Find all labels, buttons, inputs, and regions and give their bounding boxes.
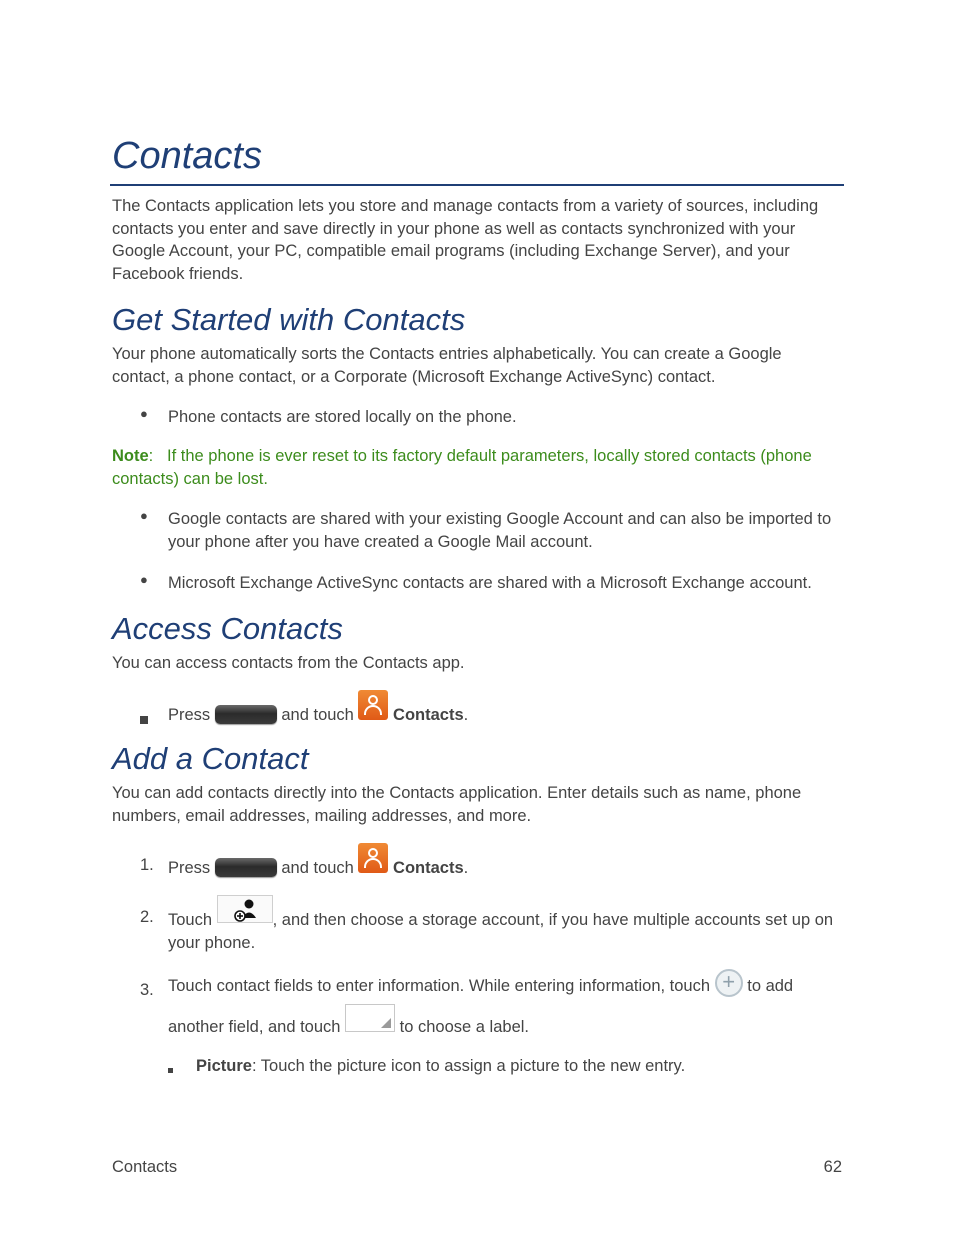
section-add	[112, 741, 842, 777]
add-contact-icon	[217, 895, 273, 923]
small-square-bullet-icon	[168, 1059, 188, 1078]
section-get-started	[112, 302, 842, 338]
bullet-exchange-contacts: ● Microsoft Exchange ActiveSync contacts are shared with a Microsoft Exchange account.	[140, 572, 812, 592]
note-paragraph: Note: If the phone is ever reset to its factory default parameters, locally stored contacts (phone contacts) can be lost.	[112, 447, 812, 488]
add-paragraph: You can add contacts directly into the Contacts application. Enter details such as name, phone numbers, email addresses, mailing addresses, and more.	[112, 784, 802, 825]
access-paragraph: You can access contacts from the Contacts app.	[112, 654, 465, 672]
note-text: If the phone is ever reset to its factory default parameters, locally stored contacts (phone contacts) can be lost.	[112, 447, 812, 488]
footer-section: Contacts	[112, 1158, 178, 1176]
footer-page-number: 62	[823, 1158, 842, 1176]
step-number: 3.	[140, 981, 154, 999]
picture-label: Picture	[196, 1057, 252, 1075]
bullet-icon: ●	[140, 406, 148, 421]
bullet-phone-contacts: ● Phone contacts are stored locally on the phone.	[140, 406, 517, 426]
note-label: Note	[112, 447, 149, 465]
home-button-icon	[215, 705, 277, 724]
section-heading-access: Access Contacts	[112, 611, 343, 646]
label-dropdown-icon	[345, 1004, 395, 1032]
bullet-icon: ●	[140, 508, 148, 523]
step-number: 1.	[140, 856, 154, 874]
access-step: Press and touch Contacts.	[140, 690, 842, 730]
section-heading-add: Add a Contact	[112, 741, 309, 776]
add-step-3: 3. Touch contact fields to enter information. While entering information, touch + to add another field, and touch to choose a label.	[140, 969, 794, 1036]
contacts-app-icon	[358, 843, 388, 873]
section-access	[112, 611, 842, 647]
home-button-icon	[215, 858, 277, 877]
section-heading-get-started: Get Started with Contacts	[112, 302, 466, 337]
get-started-paragraph: Your phone automatically sorts the Contacts entries alphabetically. You can create a Google contact, a phone contact, or a Corporate (Microsoft Exchange ActiveSync) contact.	[112, 345, 782, 386]
contacts-label: Contacts	[393, 706, 464, 724]
bullet-icon: ●	[140, 572, 148, 587]
title-rule	[110, 184, 844, 186]
chapter-title: Contacts	[112, 135, 262, 177]
sub-bullet-picture: Picture: Touch the picture icon to assign a picture to the new entry.	[168, 1055, 842, 1078]
square-bullet-icon	[140, 710, 160, 729]
bullet-google-contacts: ● Google contacts are shared with your existing Google Account and can also be imported to your phone after you have created a Google Mail account.	[140, 508, 832, 551]
add-step-1: 1. Press and touch Contacts.	[140, 843, 842, 883]
contacts-label: Contacts	[393, 859, 464, 877]
add-step-2: 2. Touch , and then choose a storage account, if you have multiple accounts set up on your phone.	[140, 895, 842, 955]
intro-paragraph: The Contacts application lets you store and manage contacts from a variety of sources, including contacts you enter and save directly in your phone as well as contacts synchronized with your Google Account, your PC, compatible email programs (including Exchange Server), and your Facebook friends.	[112, 197, 819, 283]
step-number: 2.	[140, 908, 154, 926]
contacts-app-icon	[358, 690, 388, 720]
add-field-icon: +	[715, 969, 743, 997]
